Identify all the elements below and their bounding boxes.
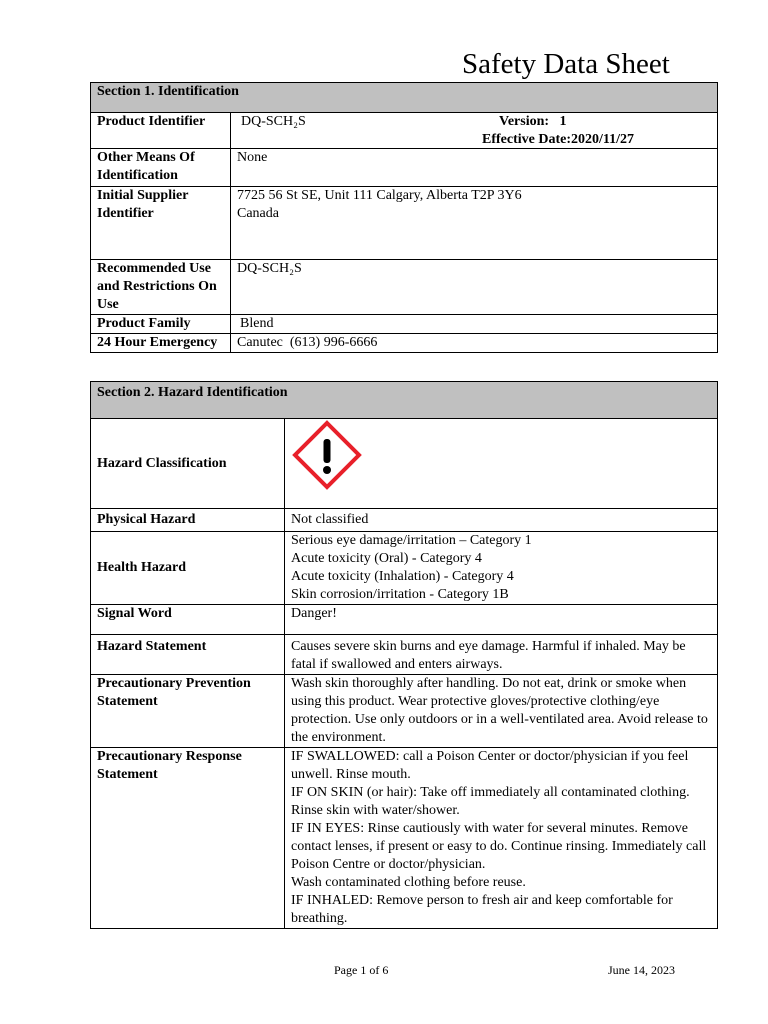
section-2-table bbox=[90, 381, 718, 929]
page-number: Page 1 of 6 bbox=[334, 963, 389, 977]
section-1-header: Section 1. Identification bbox=[91, 83, 718, 113]
response-line: IF INHALED: Remove person to fresh air and keep comfortable for breathing. bbox=[291, 893, 673, 926]
product-family-label: Product Family bbox=[91, 315, 231, 334]
product-identifier-value: DQ-SCH₂S bbox=[241, 114, 306, 129]
supplier-cell bbox=[231, 187, 718, 260]
recommended-use-value: DQ-SCH₂S bbox=[231, 260, 718, 315]
version-line bbox=[499, 113, 567, 131]
physical-hazard-value: Not classified bbox=[285, 509, 718, 532]
response-line: IF SWALLOWED: call a Poison Center or doctor/physician if you feel unwell. Rinse mouth. bbox=[291, 749, 689, 782]
response-cell bbox=[285, 748, 718, 929]
response-line: IF IN EYES: Rinse cautiously with water for several minutes. Remove contact lenses, if present or easy to do. Continue rinsing. Immediately call Poison Centre or doctor/physician. bbox=[291, 821, 707, 872]
supplier-label: Initial Supplier Identifier bbox=[91, 187, 231, 260]
supplier-address: 7725 56 St SE, Unit 111 Calgary, Alberta T2P 3Y6 bbox=[237, 188, 522, 203]
health-hazard-item: Acute toxicity (Inhalation) - Category 4 bbox=[291, 569, 514, 584]
response-label: Precautionary Response Statement bbox=[91, 748, 285, 929]
hazard-classification-cell bbox=[285, 419, 718, 509]
product-family-value: Blend bbox=[231, 315, 718, 334]
hazard-statement-value: Causes severe skin burns and eye damage. Harmful if inhaled. May be fatal if swallowed and enters airways. bbox=[285, 635, 718, 675]
section-2-header: Section 2. Hazard Identification bbox=[91, 382, 718, 419]
emergency-value: Canutec (613) 996-6666 bbox=[231, 334, 718, 353]
health-hazard-cell bbox=[285, 532, 718, 605]
health-hazard-label: Health Hazard bbox=[91, 532, 285, 605]
other-means-value: None bbox=[231, 149, 718, 187]
prevention-value: Wash skin thoroughly after handling. Do not eat, drink or smoke when using this product. Wear protective gloves/protective clothing/eye protection. Use only outdoors or in a well-ventilated area. Avoid release to the environment. bbox=[285, 675, 718, 748]
physical-hazard-label: Physical Hazard bbox=[91, 509, 285, 532]
exclamation-mark-pictogram-icon bbox=[291, 419, 363, 491]
signal-word-label: Signal Word bbox=[91, 605, 285, 635]
document-title: Safety Data Sheet bbox=[462, 48, 670, 80]
hazard-statement-label: Hazard Statement bbox=[91, 635, 285, 675]
response-line: Wash contaminated clothing before reuse. bbox=[291, 875, 526, 890]
recommended-use-label: Recommended Use and Restrictions On Use bbox=[91, 260, 231, 315]
version-value: 1 bbox=[559, 114, 567, 129]
effective-date-value: 2020/11/27 bbox=[571, 132, 635, 147]
hazard-classification-label: Hazard Classification bbox=[91, 419, 285, 509]
prevention-label: Precautionary Prevention Statement bbox=[91, 675, 285, 748]
product-identifier-cell bbox=[231, 113, 718, 149]
health-hazard-item: Acute toxicity (Oral) - Category 4 bbox=[291, 551, 482, 566]
section-1-table bbox=[90, 82, 718, 353]
emergency-label: 24 Hour Emergency bbox=[91, 334, 231, 353]
effective-date-label: Effective Date: bbox=[482, 132, 572, 147]
signal-word-value: Danger! bbox=[285, 605, 718, 635]
effective-date-line bbox=[482, 131, 634, 149]
response-line: IF ON SKIN (or hair): Take off immediately all contaminated clothing. Rinse skin with water/shower. bbox=[291, 785, 690, 818]
health-hazard-item: Skin corrosion/irritation - Category 1B bbox=[291, 587, 509, 602]
health-hazard-item: Serious eye damage/irritation – Category 1 bbox=[291, 533, 532, 548]
footer-date: June 14, 2023 bbox=[608, 963, 675, 977]
other-means-label: Other Means Of Identification bbox=[91, 149, 231, 187]
supplier-country: Canada bbox=[237, 206, 279, 221]
version-label: Version: bbox=[499, 114, 550, 129]
product-identifier-label: Product Identifier bbox=[91, 113, 231, 149]
